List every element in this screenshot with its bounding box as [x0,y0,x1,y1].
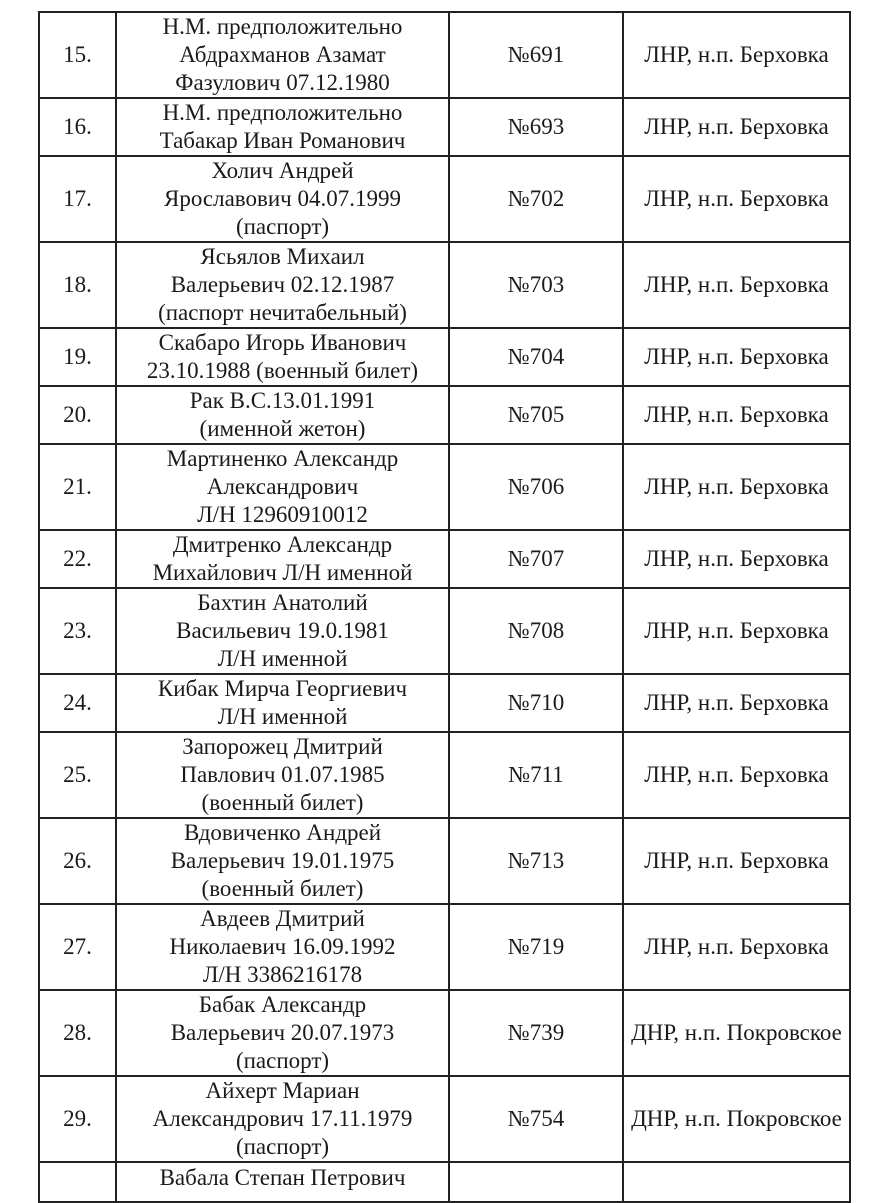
person-details-line: Л/Н 3386216178 [202,962,363,987]
person-details-line: Павлович 01.07.1985 [180,762,385,787]
body-number-cell: №702 [449,156,623,242]
table-row [39,990,850,1076]
row-number-cell: 17. [39,156,116,242]
body-number-cell: №693 [449,98,623,156]
body-number-cell: №719 [449,904,623,990]
table-row [39,818,850,904]
person-details-line: Николаевич 16.09.1992 [169,934,396,959]
person-details-line: Н.М. предположительно [162,100,403,125]
person-details-line: Табакар Иван Романович [159,128,406,153]
person-details-line: (военный билет) [201,876,364,901]
row-number-cell: 21. [39,444,116,530]
table-row [39,98,850,156]
person-details-cell [116,530,449,588]
person-details-cell [116,156,449,242]
person-details-line: Михайлович Л/Н именной [152,560,413,585]
row-number-cell: 20. [39,386,116,444]
person-details-line: (паспорт) [235,1048,330,1073]
document-page [38,11,849,1203]
table-row [39,588,850,674]
person-details-line: Айхерт Мариан [205,1078,360,1103]
row-number-cell: 24. [39,674,116,732]
person-details-line: Авдеев Дмитрий [200,906,365,931]
person-details-line: Запорожец Дмитрий [182,734,383,759]
person-details-line: Л/Н именной [217,646,348,671]
person-details-cell [116,1162,449,1202]
table-row [39,328,850,386]
person-details-line: Ярославович 04.07.1999 [164,186,401,211]
person-details-line: Скабаро Игорь Иванович [158,330,407,355]
person-details-cell [116,242,449,328]
person-details-line: Фазулович 07.12.1980 [175,70,390,95]
table-row [39,674,850,732]
person-details-line: Л/Н именной [217,704,348,729]
person-details-line: Валерьевич 19.01.1975 [170,848,395,873]
location-cell: ЛНР, н.п. Берховка [623,818,850,904]
body-number-cell: №710 [449,674,623,732]
person-details-cell [116,818,449,904]
table-row [39,1076,850,1162]
row-number-cell: 16. [39,98,116,156]
location-cell: ЛНР, н.п. Берховка [623,674,850,732]
body-number-cell: №708 [449,588,623,674]
person-details-line: Холич Андрей [211,158,354,183]
person-details-line: Ясьялов Михаил [200,244,365,269]
records-table [38,11,851,1203]
person-details-line: (военный билет) [201,790,364,815]
person-details-line: Л/Н 12960910012 [197,502,368,527]
row-number-cell [39,1162,116,1202]
person-details-cell [116,328,449,386]
row-number-cell: 26. [39,818,116,904]
person-details-line: Бахтин Анатолий [197,590,368,615]
body-number-cell: №713 [449,818,623,904]
row-number-cell: 22. [39,530,116,588]
table-row [39,904,850,990]
location-cell: ЛНР, н.п. Берховка [623,242,850,328]
row-number-cell: 18. [39,242,116,328]
person-details-line: Александрович [206,474,359,499]
person-details-cell [116,386,449,444]
location-cell [623,1162,850,1202]
person-details-line: Вабала Степан Петрович [159,1165,406,1190]
row-number-cell: 27. [39,904,116,990]
table-row [39,242,850,328]
person-details-line: Валерьевич 02.12.1987 [170,272,395,297]
person-details-line: Александрович 17.11.1979 [152,1106,413,1131]
person-details-cell [116,444,449,530]
person-details-cell [116,904,449,990]
location-cell: ЛНР, н.п. Берховка [623,386,850,444]
person-details-line: Бабак Александр [198,992,367,1017]
row-number-cell: 29. [39,1076,116,1162]
records-table-body [39,12,850,1202]
person-details-cell [116,990,449,1076]
location-cell: ЛНР, н.п. Берховка [623,328,850,386]
person-details-line: (паспорт) [235,214,330,239]
person-details-line: (паспорт нечитабельный) [158,300,407,325]
row-number-cell: 25. [39,732,116,818]
row-number-cell: 19. [39,328,116,386]
location-cell: ДНР, н.п. Покровское [623,990,850,1076]
location-cell: ЛНР, н.п. Берховка [623,12,850,98]
person-details-line: Рак В.С.13.01.1991 [189,388,376,413]
person-details-cell [116,732,449,818]
person-details-cell [116,12,449,98]
person-details-line: Мартиненко Александр [166,446,399,471]
table-row [39,732,850,818]
body-number-cell: №703 [449,242,623,328]
body-number-cell: №739 [449,990,623,1076]
location-cell: ЛНР, н.п. Берховка [623,444,850,530]
body-number-cell: №754 [449,1076,623,1162]
body-number-cell: №704 [449,328,623,386]
person-details-line: (паспорт) [235,1134,330,1159]
location-cell: ЛНР, н.п. Берховка [623,156,850,242]
table-row [39,1162,850,1202]
body-number-cell: №711 [449,732,623,818]
body-number-cell: №707 [449,530,623,588]
location-cell: ЛНР, н.п. Берховка [623,732,850,818]
person-details-line: Вдовиченко Андрей [183,820,382,845]
location-cell: ЛНР, н.п. Берховка [623,98,850,156]
person-details-line: Абдрахманов Азамат [179,42,386,67]
body-number-cell [449,1162,623,1202]
location-cell: ЛНР, н.п. Берховка [623,588,850,674]
person-details-cell [116,674,449,732]
table-row [39,12,850,98]
table-row [39,530,850,588]
location-cell: ЛНР, н.п. Берховка [623,904,850,990]
row-number-cell: 15. [39,12,116,98]
table-row [39,386,850,444]
table-row [39,156,850,242]
person-details-line: Н.М. предположительно [162,14,403,39]
row-number-cell: 28. [39,990,116,1076]
person-details-line: Кибак Мирча Георгиевич [157,676,408,701]
person-details-line: Васильевич 19.0.1981 [176,618,389,643]
body-number-cell: №706 [449,444,623,530]
body-number-cell: №705 [449,386,623,444]
person-details-line: Валерьевич 20.07.1973 [170,1020,395,1045]
table-row [39,444,850,530]
person-details-cell [116,98,449,156]
location-cell: ЛНР, н.п. Берховка [623,530,850,588]
body-number-cell: №691 [449,12,623,98]
person-details-cell [116,588,449,674]
person-details-line: 23.10.1988 (военный билет) [146,358,419,383]
person-details-line: Дмитренко Александр [172,532,393,557]
row-number-cell: 23. [39,588,116,674]
person-details-line: (именной жетон) [199,416,366,441]
location-cell: ДНР, н.п. Покровское [623,1076,850,1162]
person-details-cell [116,1076,449,1162]
